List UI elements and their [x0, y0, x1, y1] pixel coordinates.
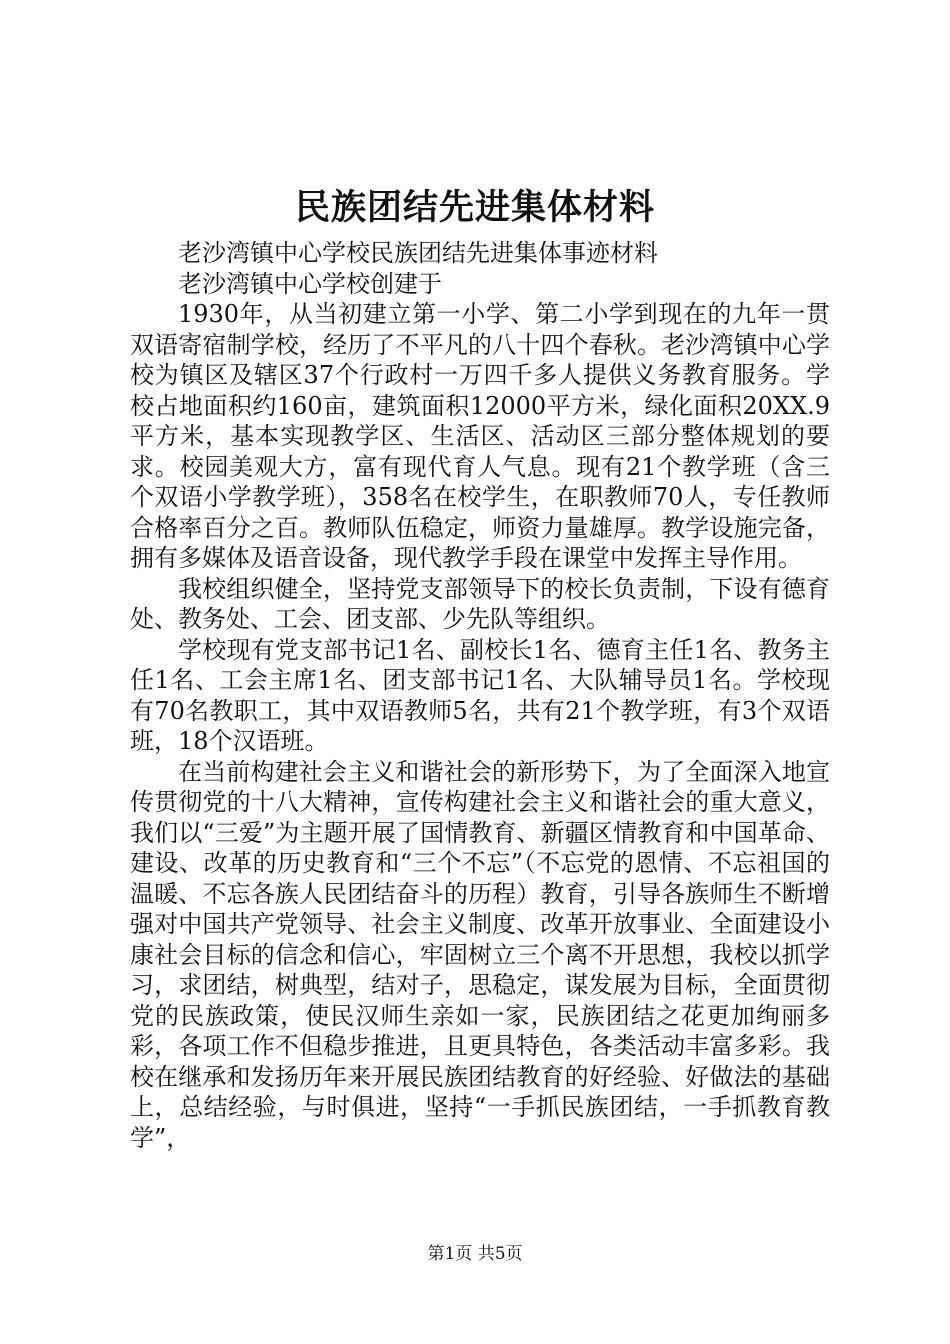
paragraph-organization: 我校组织健全，坚持党支部领导下的校长负责制，下设有德育处、教务处、工会、团支部、少先队等组织。 — [130, 574, 830, 633]
document-body — [130, 238, 830, 1153]
paragraph-staff: 学校现有党支部书记1名、副校长1名、德育主任1名、教务主任1名、工会主席1名、团支部书记1名、大队辅导员1名。学校现有70名教职工，其中双语教师5名，共有21个教学班，有3个双语班，18个汉语班。 — [130, 635, 830, 755]
page-number-footer: 第1页 共5页 — [427, 1244, 523, 1264]
paragraph-unity-education: 在当前构建社会主义和谐社会的新形势下，为了全面深入地宣传贯彻党的十八大精神，宣传构建社会主义和谐社会的重大意义，我们以“三爱”为主题开展了国情教育、新疆区情教育和中国革命、建设、改革的历史教育和“三个不忘”（不忘党的恩情、不忘祖国的温暖、不忘各族人民团结奋斗的历程）教育，引导各族师生不断增强对中国共产党领导、社会主义制度、改革开放事业、全面建设小康社会目标的信念和信心，牢固树立三个离不开思想，我校以抓学习，求团结，树典型，结对子，思稳定，谋发展为目标，全面贯彻党的民族政策，使民汉师生亲如一家，民族团结之花更加绚丽多彩，各项工作不但稳步推进，且更具特色，各类活动丰富多彩。我校在继承和发扬历年来开展民族团结教育的好经验、好做法的基础上，总结经验，与时俱进，坚持“一手抓民族团结，一手抓教育教学”， — [130, 757, 830, 1152]
document-title: 民族团结先进集体材料 — [294, 187, 655, 228]
paragraph-subtitle: 老沙湾镇中心学校民族团结先进集体事迹材料 — [178, 239, 658, 267]
paragraph-founding: 老沙湾镇中心学校创建于 — [178, 269, 442, 298]
paragraph-school-overview: 1930年，从当初建立第一小学、第二小学到现在的九年一贯双语寄宿制学校，经历了不平凡的八十四个春秋。老沙湾镇中心学校为镇区及辖区37个行政村一万四千多人提供义务教育服务。学校占地面积约160亩，建筑面积12000平方米，绿化面积20XX.9平方米，基本实现教学区、生活区、活动区三部分整体规划的要求。校园美观大方，富有现代育人气息。现有21个教学班（含三个双语小学教学班），358名在校学生，在职教师70人，专任教师合格率百分之百。教师队伍稳定，师资力量雄厚。教学设施完备，拥有多媒体及语音设备，现代教学手段在课堂中发挥主导作用。 — [130, 300, 830, 572]
